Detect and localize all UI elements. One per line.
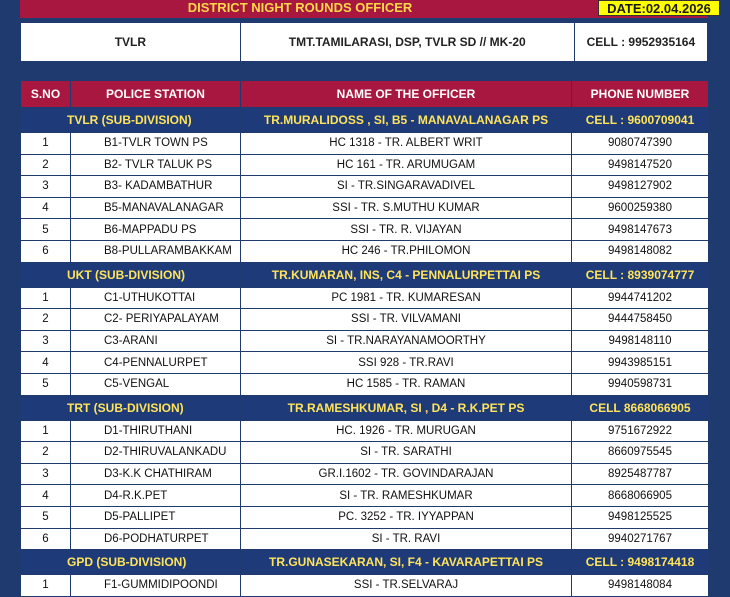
serial-number: 3 (21, 176, 71, 198)
table-row (21, 420, 709, 442)
serial-number: 2 (21, 442, 71, 464)
police-station: C1-UTHUKOTTAI (71, 287, 241, 309)
table-row (21, 330, 709, 352)
table-row (21, 176, 709, 198)
police-station: C2- PERIYAPALAYAM (71, 309, 241, 331)
phone-number: 9498127902 (572, 176, 709, 198)
officer-name: SI - TR.NARAYANAMOORTHY (241, 330, 572, 352)
table-row (21, 442, 709, 464)
officer-name: SI - TR. RAMESHKUMAR (241, 485, 572, 507)
district-name: TVLR (21, 23, 241, 61)
sub-division-officer: TR.KUMARAN, INS, C4 - PENNALURPETTAI PS (241, 262, 572, 287)
police-station: D2-THIRUVALANKADU (71, 442, 241, 464)
table-row (21, 485, 709, 507)
district-officer-name: TMT.TAMILARASI, DSP, TVLR SD // MK-20 (241, 23, 575, 61)
phone-number: 9600259380 (572, 197, 709, 219)
banner-title: DISTRICT NIGHT ROUNDS OFFICER (187, 0, 413, 15)
phone-number: 9498148084 (572, 575, 709, 597)
phone-number: 9498148082 (572, 240, 709, 262)
officer-name: SSI - TR. R. VIJAYAN (241, 219, 572, 241)
sub-division-officer: TR.GUNASEKARAN, SI, F4 - KAVARAPETTAI PS (241, 550, 572, 575)
header-police-station: POLICE STATION (71, 81, 241, 108)
phone-number: 9498147520 (572, 154, 709, 176)
serial-number: 3 (21, 463, 71, 485)
officer-name: SSI - TR.SELVARAJ (241, 575, 572, 597)
table-row (21, 352, 709, 374)
serial-number: 1 (21, 287, 71, 309)
serial-number: 2 (21, 309, 71, 331)
header-phone-number: PHONE NUMBER (572, 81, 709, 108)
sub-division-cell: CELL 8668066905 (572, 395, 709, 420)
officer-name: HC 161 - TR. ARUMUGAM (241, 154, 572, 176)
police-station: C5-VENGAL (71, 373, 241, 395)
phone-number: 9751672922 (572, 420, 709, 442)
phone-number: 9444758450 (572, 309, 709, 331)
police-station: F1-GUMMIDIPOONDI (71, 575, 241, 597)
phone-number: 9944741202 (572, 287, 709, 309)
officer-name: HC 1318 - TR. ALBERT WRIT (241, 133, 572, 155)
police-station: B5-MANAVALANAGAR (71, 197, 241, 219)
officer-name: SI - TR.SINGARAVADIVEL (241, 176, 572, 198)
officer-name: PC. 3252 - TR. IYYAPPAN (241, 506, 572, 528)
officer-name: SI - TR. SARATHI (241, 442, 572, 464)
police-station: B3- KADAMBATHUR (71, 176, 241, 198)
header-sno: S.NO (21, 81, 71, 108)
sub-division-cell: CELL : 8939074777 (572, 262, 709, 287)
police-station: B1-TVLR TOWN PS (71, 133, 241, 155)
night-rounds-table (20, 80, 709, 597)
phone-number: 9080747390 (572, 133, 709, 155)
table-row (21, 240, 709, 262)
serial-number: 4 (21, 485, 71, 507)
serial-number: 6 (21, 240, 71, 262)
officer-name: SSI - TR. VILVAMANI (241, 309, 572, 331)
officer-name: HC 246 - TR.PHILOMON (241, 240, 572, 262)
table-row (21, 309, 709, 331)
serial-number: 4 (21, 197, 71, 219)
serial-number: 2 (21, 154, 71, 176)
police-station: B8-PULLARAMBAKKAM (71, 240, 241, 262)
officer-name: HC 1585 - TR. RAMAN (241, 373, 572, 395)
police-station: D3-K.K CHATHIRAM (71, 463, 241, 485)
phone-number: 9940598731 (572, 373, 709, 395)
table-row (21, 373, 709, 395)
sub-division-cell: CELL : 9600709041 (572, 108, 709, 133)
police-station: B6-MAPPADU PS (71, 219, 241, 241)
sub-division-name: UKT (SUB-DIVISION) (21, 262, 241, 287)
officer-name: PC 1981 - TR. KUMARESAN (241, 287, 572, 309)
officer-name: SSI 928 - TR.RAVI (241, 352, 572, 374)
table-row (21, 197, 709, 219)
sub-division-name: GPD (SUB-DIVISION) (21, 550, 241, 575)
table-row (21, 575, 709, 597)
table-row (21, 287, 709, 309)
police-station: C4-PENNALURPET (71, 352, 241, 374)
sub-division-row (21, 550, 709, 575)
district-officer-cell: CELL : 9952935164 (586, 35, 696, 49)
phone-number: 9498125525 (572, 506, 709, 528)
sub-division-cell: CELL : 9498174418 (572, 550, 709, 575)
top-banner (20, 0, 711, 18)
table-row (21, 154, 709, 176)
officer-name: GR.I.1602 - TR. GOVINDARAJAN (241, 463, 572, 485)
phone-number: 9943985151 (572, 352, 709, 374)
table-row (21, 219, 709, 241)
serial-number: 1 (21, 420, 71, 442)
table-row (21, 463, 709, 485)
phone-number: 8668066905 (572, 485, 709, 507)
serial-number: 6 (21, 528, 71, 550)
police-station: B2- TVLR TALUK PS (71, 154, 241, 176)
serial-number: 4 (21, 352, 71, 374)
sub-division-name: TVLR (SUB-DIVISION) (21, 108, 241, 133)
sub-division-row (21, 108, 709, 133)
table-header-row (21, 81, 709, 108)
police-station: D5-PALLIPET (71, 506, 241, 528)
header-officer-name: NAME OF THE OFFICER (241, 81, 572, 108)
police-station: C3-ARANI (71, 330, 241, 352)
officer-name: SSI - TR. S.MUTHU KUMAR (241, 197, 572, 219)
sub-division-name: TRT (SUB-DIVISION) (21, 395, 241, 420)
serial-number: 5 (21, 373, 71, 395)
officer-name: HC. 1926 - TR. MURUGAN (241, 420, 572, 442)
sub-division-row (21, 262, 709, 287)
sub-division-officer: TR.RAMESHKUMAR, SI , D4 - R.K.PET PS (241, 395, 572, 420)
police-station: D6-PODHATURPET (71, 528, 241, 550)
district-officer-row (20, 22, 708, 62)
banner-date: DATE:02.04.2026 (598, 0, 720, 16)
table-row (21, 133, 709, 155)
sub-division-officer: TR.MURALIDOSS , SI, B5 - MANAVALANAGAR PS (241, 108, 572, 133)
serial-number: 1 (21, 133, 71, 155)
table-row (21, 506, 709, 528)
phone-number: 8925487787 (572, 463, 709, 485)
serial-number: 5 (21, 219, 71, 241)
phone-number: 8660975545 (572, 442, 709, 464)
table-row (21, 528, 709, 550)
sub-division-row (21, 395, 709, 420)
serial-number: 5 (21, 506, 71, 528)
police-station: D4-R.K.PET (71, 485, 241, 507)
table-body (21, 108, 709, 597)
police-station: D1-THIRUTHANI (71, 420, 241, 442)
phone-number: 9940271767 (572, 528, 709, 550)
officer-name: SI - TR. RAVI (241, 528, 572, 550)
serial-number: 3 (21, 330, 71, 352)
phone-number: 9498147673 (572, 219, 709, 241)
phone-number: 9498148110 (572, 330, 709, 352)
serial-number: 1 (21, 575, 71, 597)
